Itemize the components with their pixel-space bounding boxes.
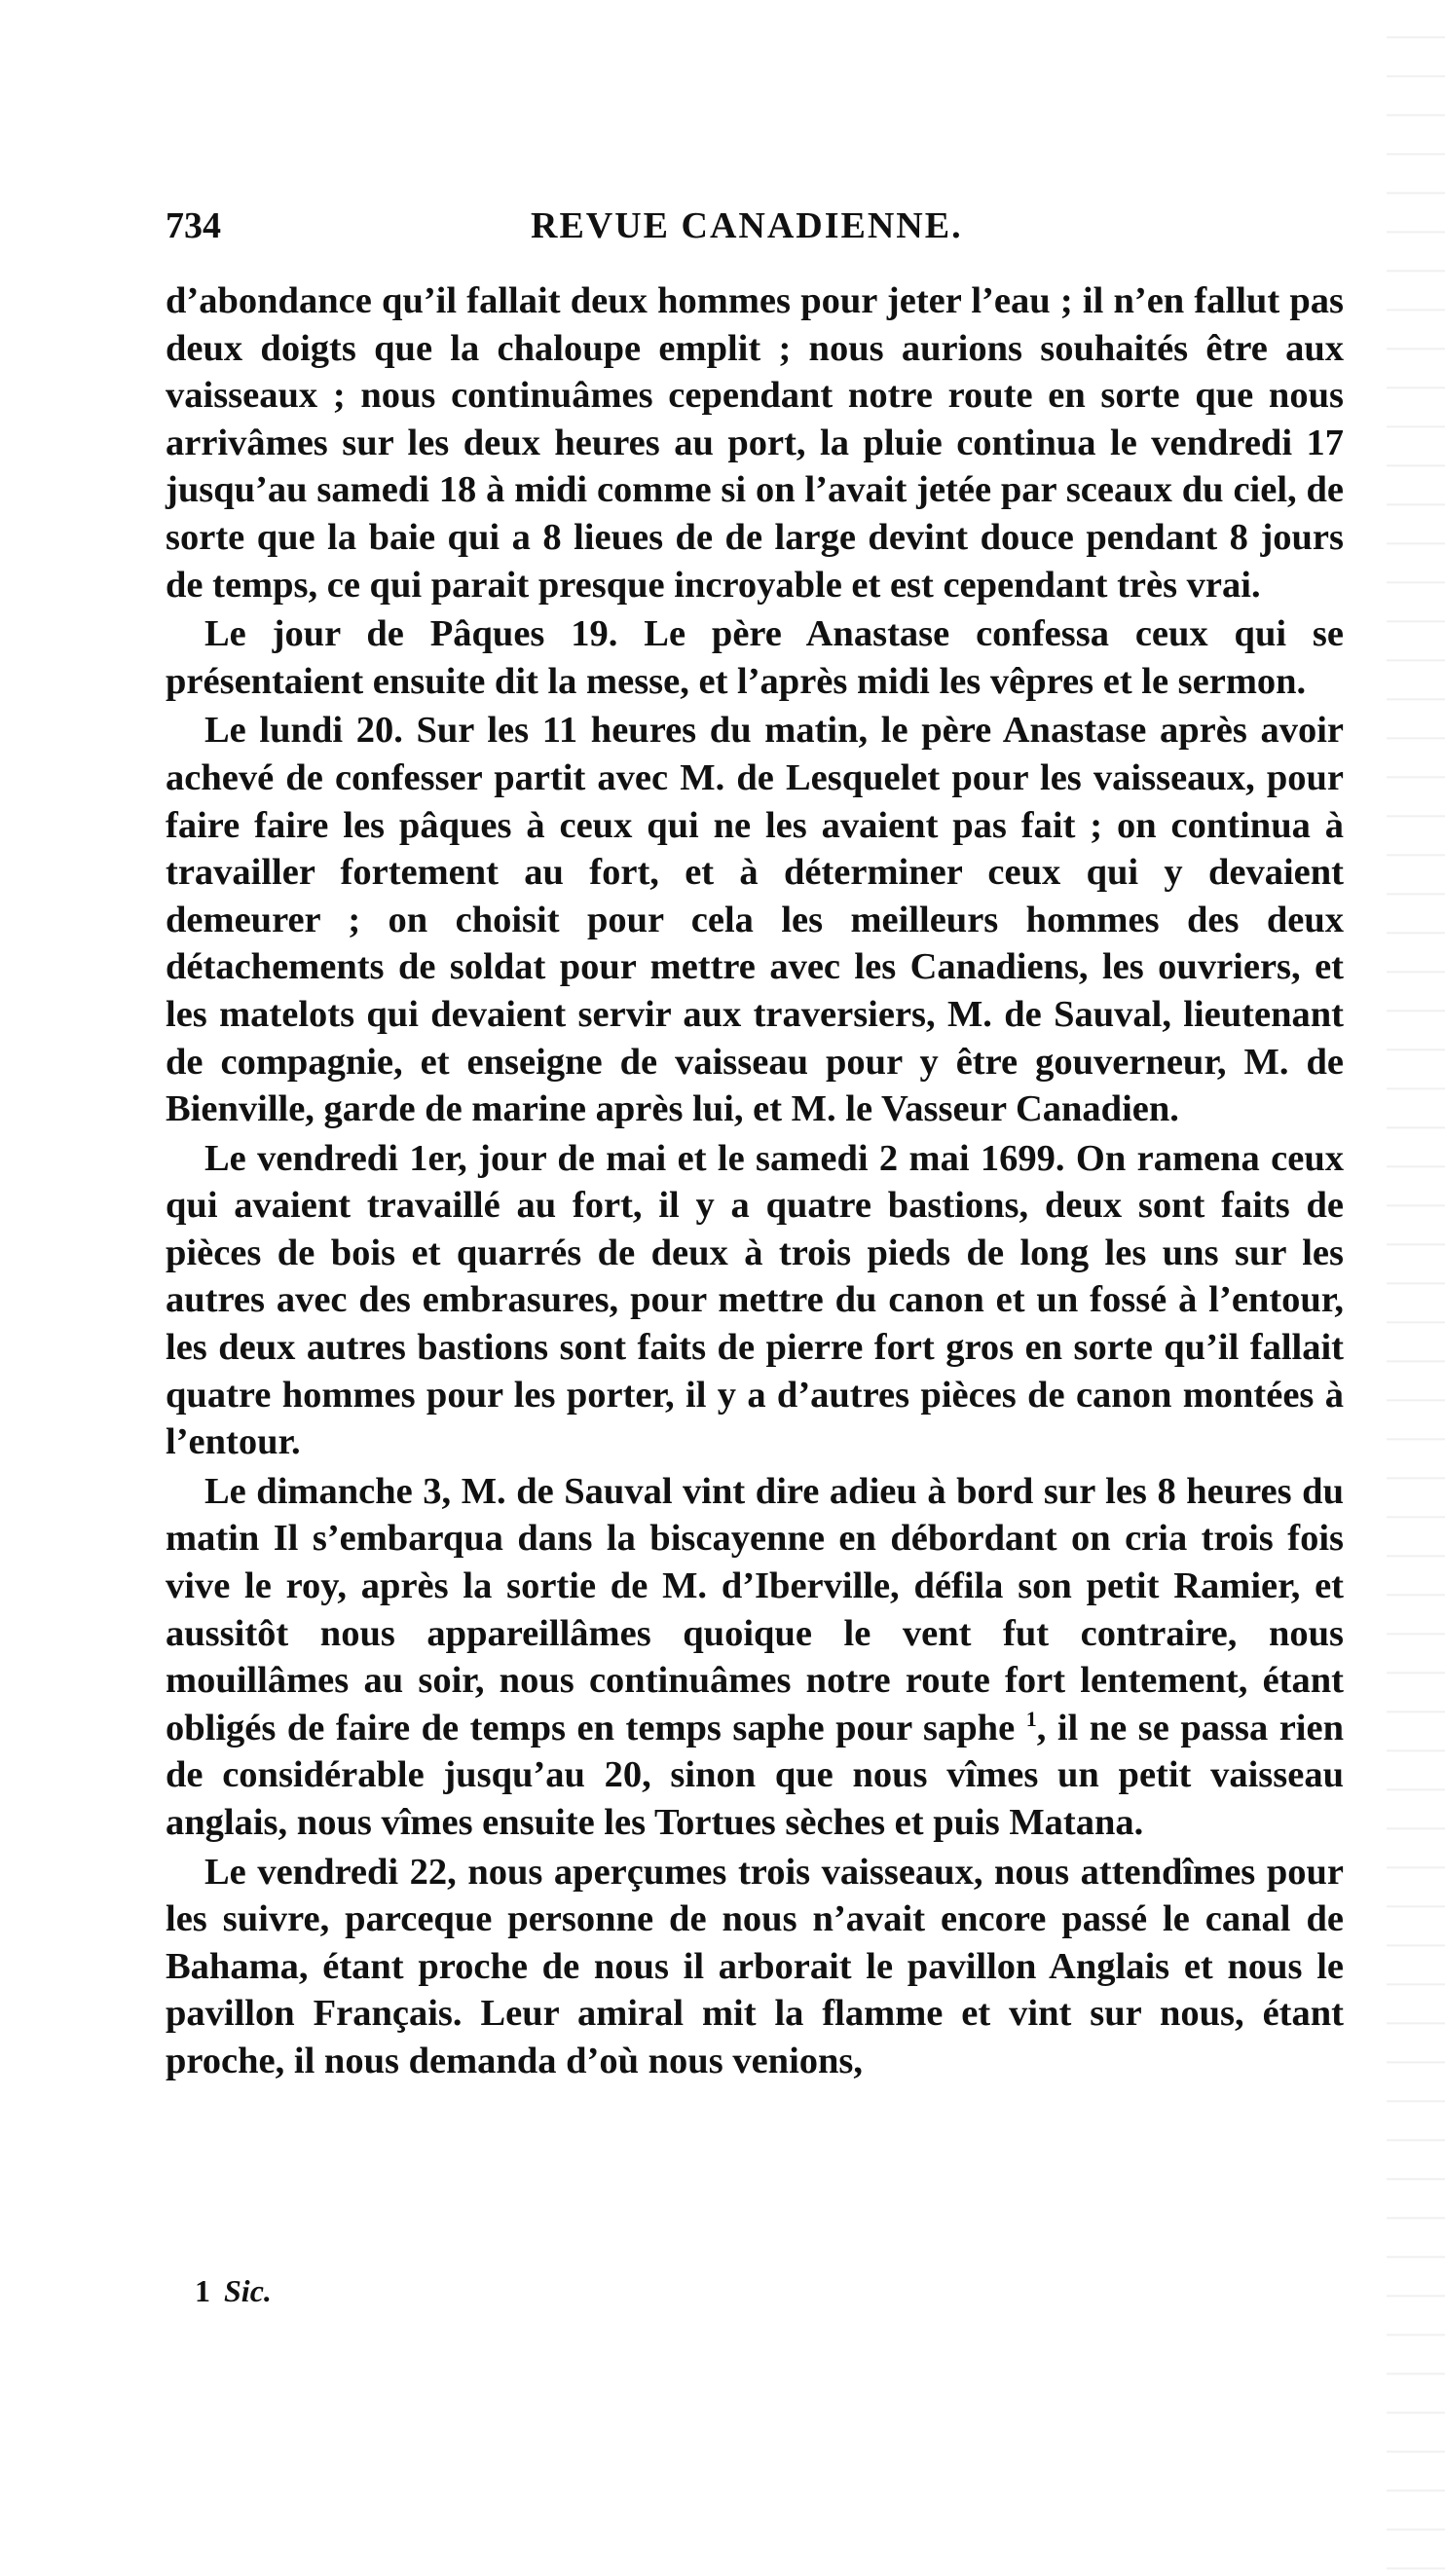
scan-edge-artifact [1387,0,1445,2576]
paragraph-text-continued: , il ne se passa rien de considérable jusqu’au 20, sinon que nous vîmes un petit vaisseau anglais, nous vîmes ensuite les Tortues sèches et puis Matana. [166,1707,1344,1843]
paragraph: Le jour de Pâques 19. Le père Anastase confessa ceux qui se présentaient ensuite dit la messe, et l’après midi les vêpres et le sermon. [166,613,1344,702]
footnote [195,2273,272,2309]
paragraph: d’abondance qu’il fallait deux hommes pour jeter l’eau ; il n’en fallut pas deux doigts que la chaloupe emplit ; nous aurions souhaités être aux vaisseaux ; nous continuâmes cependant notre route en sorte que nous arrivâmes sur les deux heures au port, la pluie continua le vendredi 17 jusqu’au samedi 18 à midi comme si on l’avait jetée par sceaux du ciel, de sorte que la baie qui a 8 lieues de de large devint douce pendant 8 jours de temps, ce qui parait presque incroyable et est cependant très vrai. [166,280,1344,606]
body-text [166,277,1344,2087]
paragraph-text: Le dimanche 3, M. de Sauval vint dire adieu à bord sur les 8 heures du matin Il s’embarqua dans la biscayenne en débordant on cria trois fois vive le roy, après la sortie de M. d’Iberville, défila son petit Ramier, et aussitôt nous appareillâmes quoique le vent fut contraire, nous mouillâmes au soir, nous continuâmes notre route fort lentement, étant obligés de faire de temps en temps saphe pour saphe [166,1470,1344,1748]
paragraph: Le vendredi 22, nous aperçumes trois vaisseaux, nous attendîmes pour les suivre, parceque personne de nous n’avait encore passé le canal de Bahama, étant proche de nous il arborait le pavillon Anglais et nous le pavillon Français. Leur amiral mit la flamme et vint sur nous, étant proche, il nous demanda d’où nous venions, [166,1851,1344,2081]
page-header [166,204,1334,263]
running-title: REVUE CANADIENNE. [531,205,963,246]
footnote-reference: 1 [1025,1706,1037,1731]
paragraph-with-footnote [166,1468,1344,1847]
footnote-marker: 1 [195,2273,210,2308]
paragraph: Le lundi 20. Sur les 11 heures du matin, le père Anastase après avoir achevé de confesser partit avec M. de Lesquelet pour les vaisseaux, pour faire faire les pâques à ceux qui ne les avaient pas fait ; on continua à travailler fortement au fort, et à déterminer ceux qui y devaient demeurer ; on choisit pour cela les meilleurs hommes des deux détachements de soldat pour mettre avec les Canadiens, les ouvriers, et les matelots qui devaient servir aux traversiers, M. de Sauval, lieutenant de compagnie, et enseigne de vaisseau pour y être gouverneur, M. de Bienville, garde de marine après lui, et M. le Vasseur Canadien. [166,710,1344,1130]
footnote-text: Sic. [224,2273,272,2308]
page-number: 734 [166,205,221,246]
paragraph: Le vendredi 1er, jour de mai et le samedi 2 mai 1699. On ramena ceux qui avaient travaillé au fort, il y a quatre bastions, deux sont faits de pièces de bois et quarrés de deux à trois pieds de long les uns sur les autres avec des embrasures, pour mettre du canon et un fossé à l’entour, les deux autres bastions sont faits de pierre fort gros en sorte qu’il fallait quatre hommes pour les porter, il y a d’autres pièces de canon montées à l’entour. [166,1137,1344,1463]
